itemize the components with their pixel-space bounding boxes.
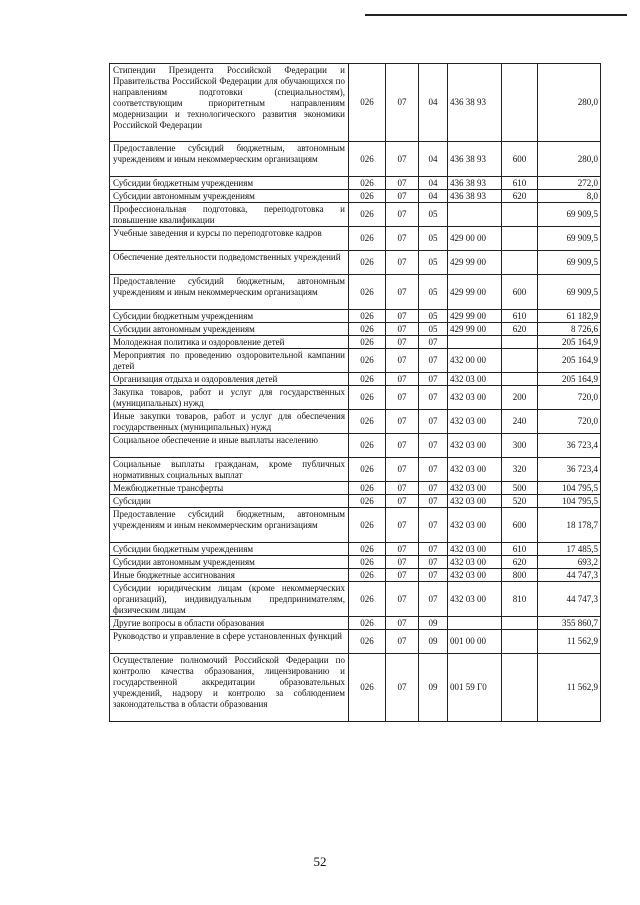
row-subsection-code: 04 bbox=[419, 190, 448, 203]
row-section-code: 07 bbox=[386, 434, 419, 458]
row-target-article-code: 432 03 00 bbox=[448, 569, 502, 582]
row-target-article-code: 432 03 00 bbox=[448, 482, 502, 495]
row-subsection-code: 07 bbox=[419, 495, 448, 508]
row-grbs-code: 026 bbox=[349, 434, 386, 458]
row-amount: 17 485,5 bbox=[538, 543, 601, 556]
row-name: Социальное обеспечение и иные выплаты населению bbox=[110, 434, 349, 458]
table-row bbox=[110, 482, 601, 495]
row-section-code: 07 bbox=[386, 410, 419, 434]
row-grbs-code: 026 bbox=[349, 458, 386, 482]
row-expense-type-code bbox=[502, 630, 538, 654]
row-name: Закупка товаров, работ и услуг для государственных (муниципальных) нужд bbox=[110, 386, 349, 410]
row-amount: 11 562,9 bbox=[538, 630, 601, 654]
row-target-article-code: 432 03 00 bbox=[448, 458, 502, 482]
row-expense-type-code: 620 bbox=[502, 190, 538, 203]
row-expense-type-code bbox=[502, 654, 538, 722]
row-grbs-code: 026 bbox=[349, 556, 386, 569]
row-subsection-code: 07 bbox=[419, 336, 448, 349]
row-grbs-code: 026 bbox=[349, 227, 386, 251]
row-expense-type-code: 810 bbox=[502, 582, 538, 617]
row-expense-type-code: 800 bbox=[502, 569, 538, 582]
row-section-code: 07 bbox=[386, 617, 419, 630]
row-amount: 18 178,7 bbox=[538, 508, 601, 543]
table-row bbox=[110, 227, 601, 251]
row-name: Субсидии bbox=[110, 495, 349, 508]
row-name: Предоставление субсидий бюджетным, автономным учреждениям и иным некоммерческим организациям bbox=[110, 275, 349, 310]
row-subsection-code: 05 bbox=[419, 227, 448, 251]
row-expense-type-code: 610 bbox=[502, 177, 538, 190]
row-name: Мероприятия по проведению оздоровительной кампании детей bbox=[110, 349, 349, 373]
row-grbs-code: 026 bbox=[349, 630, 386, 654]
row-amount: 36 723,4 bbox=[538, 434, 601, 458]
row-section-code: 07 bbox=[386, 630, 419, 654]
row-expense-type-code: 600 bbox=[502, 275, 538, 310]
row-amount: 69 909,5 bbox=[538, 275, 601, 310]
row-subsection-code: 05 bbox=[419, 323, 448, 336]
row-expense-type-code: 320 bbox=[502, 458, 538, 482]
row-section-code: 07 bbox=[386, 177, 419, 190]
row-target-article-code: 429 00 00 bbox=[448, 227, 502, 251]
row-amount: 205 164,9 bbox=[538, 336, 601, 349]
table-row bbox=[110, 386, 601, 410]
table-row bbox=[110, 630, 601, 654]
row-amount: 44 747,3 bbox=[538, 582, 601, 617]
row-expense-type-code bbox=[502, 227, 538, 251]
row-target-article-code: 432 03 00 bbox=[448, 556, 502, 569]
row-subsection-code: 07 bbox=[419, 582, 448, 617]
row-amount: 693,2 bbox=[538, 556, 601, 569]
row-target-article-code: 432 03 00 bbox=[448, 373, 502, 386]
table-body bbox=[110, 64, 601, 722]
row-name: Межбюджетные трансферты bbox=[110, 482, 349, 495]
row-amount: 8,0 bbox=[538, 190, 601, 203]
row-grbs-code: 026 bbox=[349, 190, 386, 203]
row-section-code: 07 bbox=[386, 275, 419, 310]
row-expense-type-code: 600 bbox=[502, 508, 538, 543]
row-amount: 280,0 bbox=[538, 64, 601, 142]
row-section-code: 07 bbox=[386, 556, 419, 569]
row-amount: 720,0 bbox=[538, 386, 601, 410]
row-name: Иные бюджетные ассигнования bbox=[110, 569, 349, 582]
table-row bbox=[110, 64, 601, 142]
row-subsection-code: 07 bbox=[419, 508, 448, 543]
row-grbs-code: 026 bbox=[349, 373, 386, 386]
row-name: Организация отдыха и оздоровления детей bbox=[110, 373, 349, 386]
row-section-code: 07 bbox=[386, 251, 419, 275]
table-row bbox=[110, 323, 601, 336]
row-amount: 61 182,9 bbox=[538, 310, 601, 323]
row-grbs-code: 026 bbox=[349, 323, 386, 336]
row-name: Стипендии Президента Российской Федерации и Правительства Российской Федерации для обучающихся по направлениям подготовки (специальностям), соответствующим приоритетным направлениям модернизации и технологического развития экономики Российской Федерации bbox=[110, 64, 349, 142]
row-section-code: 07 bbox=[386, 349, 419, 373]
row-expense-type-code bbox=[502, 373, 538, 386]
table-row bbox=[110, 410, 601, 434]
row-name: Профессиональная подготовка, переподготовка и повышение квалификации bbox=[110, 203, 349, 227]
row-subsection-code: 09 bbox=[419, 654, 448, 722]
row-name: Обеспечение деятельности подведомственных учреждений bbox=[110, 251, 349, 275]
table-row bbox=[110, 336, 601, 349]
row-expense-type-code: 610 bbox=[502, 543, 538, 556]
row-subsection-code: 09 bbox=[419, 630, 448, 654]
row-name: Субсидии бюджетным учреждениям bbox=[110, 177, 349, 190]
table-row bbox=[110, 190, 601, 203]
row-subsection-code: 04 bbox=[419, 177, 448, 190]
table-row bbox=[110, 310, 601, 323]
row-expense-type-code bbox=[502, 251, 538, 275]
row-section-code: 07 bbox=[386, 64, 419, 142]
table-row bbox=[110, 275, 601, 310]
table-row bbox=[110, 582, 601, 617]
row-target-article-code: 432 03 00 bbox=[448, 410, 502, 434]
row-amount: 104 795,5 bbox=[538, 495, 601, 508]
row-grbs-code: 026 bbox=[349, 617, 386, 630]
row-grbs-code: 026 bbox=[349, 410, 386, 434]
row-grbs-code: 026 bbox=[349, 386, 386, 410]
row-amount: 8 726,6 bbox=[538, 323, 601, 336]
row-expense-type-code bbox=[502, 349, 538, 373]
row-amount: 272,0 bbox=[538, 177, 601, 190]
table-row bbox=[110, 543, 601, 556]
row-name: Социальные выплаты гражданам, кроме публичных нормативных социальных выплат bbox=[110, 458, 349, 482]
row-section-code: 07 bbox=[386, 142, 419, 177]
row-amount: 36 723,4 bbox=[538, 458, 601, 482]
table-row bbox=[110, 349, 601, 373]
table-row bbox=[110, 495, 601, 508]
row-target-article-code: 436 38 93 bbox=[448, 142, 502, 177]
row-section-code: 07 bbox=[386, 495, 419, 508]
row-grbs-code: 026 bbox=[349, 177, 386, 190]
row-subsection-code: 07 bbox=[419, 543, 448, 556]
row-target-article-code bbox=[448, 617, 502, 630]
row-section-code: 07 bbox=[386, 227, 419, 251]
row-expense-type-code: 240 bbox=[502, 410, 538, 434]
row-section-code: 07 bbox=[386, 373, 419, 386]
table-row bbox=[110, 458, 601, 482]
row-grbs-code: 026 bbox=[349, 336, 386, 349]
row-target-article-code bbox=[448, 203, 502, 227]
row-grbs-code: 026 bbox=[349, 310, 386, 323]
row-subsection-code: 07 bbox=[419, 349, 448, 373]
table-row bbox=[110, 373, 601, 386]
row-expense-type-code: 200 bbox=[502, 386, 538, 410]
row-expense-type-code: 520 bbox=[502, 495, 538, 508]
row-name: Субсидии автономным учреждениям bbox=[110, 190, 349, 203]
row-section-code: 07 bbox=[386, 482, 419, 495]
row-grbs-code: 026 bbox=[349, 349, 386, 373]
row-expense-type-code: 600 bbox=[502, 142, 538, 177]
row-expense-type-code bbox=[502, 617, 538, 630]
row-expense-type-code: 300 bbox=[502, 434, 538, 458]
row-section-code: 07 bbox=[386, 543, 419, 556]
row-target-article-code: 429 99 00 bbox=[448, 310, 502, 323]
row-subsection-code: 04 bbox=[419, 64, 448, 142]
row-section-code: 07 bbox=[386, 458, 419, 482]
row-amount: 69 909,5 bbox=[538, 251, 601, 275]
row-section-code: 07 bbox=[386, 310, 419, 323]
row-target-article-code bbox=[448, 336, 502, 349]
row-name: Руководство и управление в сфере установленных функций bbox=[110, 630, 349, 654]
row-subsection-code: 07 bbox=[419, 556, 448, 569]
row-target-article-code: 429 99 00 bbox=[448, 323, 502, 336]
row-subsection-code: 05 bbox=[419, 275, 448, 310]
row-subsection-code: 07 bbox=[419, 434, 448, 458]
row-target-article-code: 432 03 00 bbox=[448, 495, 502, 508]
page-number: 52 bbox=[313, 854, 327, 869]
row-subsection-code: 05 bbox=[419, 251, 448, 275]
table-row bbox=[110, 203, 601, 227]
table-row bbox=[110, 251, 601, 275]
row-grbs-code: 026 bbox=[349, 654, 386, 722]
row-subsection-code: 07 bbox=[419, 386, 448, 410]
row-subsection-code: 05 bbox=[419, 310, 448, 323]
row-grbs-code: 026 bbox=[349, 543, 386, 556]
row-name: Учебные заведения и курсы по переподготовке кадров bbox=[110, 227, 349, 251]
row-expense-type-code: 620 bbox=[502, 556, 538, 569]
row-grbs-code: 026 bbox=[349, 251, 386, 275]
row-target-article-code: 436 38 93 bbox=[448, 177, 502, 190]
row-amount: 69 909,5 bbox=[538, 227, 601, 251]
row-subsection-code: 07 bbox=[419, 569, 448, 582]
row-section-code: 07 bbox=[386, 323, 419, 336]
row-subsection-code: 04 bbox=[419, 142, 448, 177]
row-name: Предоставление субсидий бюджетным, автономным учреждениям и иным некоммерческим организациям bbox=[110, 142, 349, 177]
table-row bbox=[110, 556, 601, 569]
row-section-code: 07 bbox=[386, 654, 419, 722]
row-target-article-code: 001 59 Г0 bbox=[448, 654, 502, 722]
budget-table bbox=[109, 63, 601, 722]
row-grbs-code: 026 bbox=[349, 275, 386, 310]
row-amount: 104 795,5 bbox=[538, 482, 601, 495]
row-expense-type-code: 620 bbox=[502, 323, 538, 336]
row-expense-type-code: 500 bbox=[502, 482, 538, 495]
table-row bbox=[110, 654, 601, 722]
row-name: Субсидии бюджетным учреждениям bbox=[110, 543, 349, 556]
row-section-code: 07 bbox=[386, 582, 419, 617]
row-expense-type-code: 610 bbox=[502, 310, 538, 323]
row-expense-type-code bbox=[502, 64, 538, 142]
row-amount: 205 164,9 bbox=[538, 349, 601, 373]
top-rule bbox=[365, 14, 627, 16]
table-row bbox=[110, 434, 601, 458]
row-target-article-code: 432 00 00 bbox=[448, 349, 502, 373]
row-subsection-code: 07 bbox=[419, 373, 448, 386]
row-grbs-code: 026 bbox=[349, 142, 386, 177]
row-grbs-code: 026 bbox=[349, 203, 386, 227]
row-subsection-code: 05 bbox=[419, 203, 448, 227]
row-subsection-code: 07 bbox=[419, 482, 448, 495]
row-name: Субсидии автономным учреждениям bbox=[110, 323, 349, 336]
row-grbs-code: 026 bbox=[349, 495, 386, 508]
row-subsection-code: 09 bbox=[419, 617, 448, 630]
row-name: Другие вопросы в области образования bbox=[110, 617, 349, 630]
row-amount: 69 909,5 bbox=[538, 203, 601, 227]
row-name: Субсидии бюджетным учреждениям bbox=[110, 310, 349, 323]
row-amount: 205 164,9 bbox=[538, 373, 601, 386]
row-target-article-code: 429 99 00 bbox=[448, 251, 502, 275]
row-section-code: 07 bbox=[386, 203, 419, 227]
row-name: Субсидии автономным учреждениям bbox=[110, 556, 349, 569]
row-name: Предоставление субсидий бюджетным, автономным учреждениям и иным некоммерческим организациям bbox=[110, 508, 349, 543]
table-row bbox=[110, 569, 601, 582]
table-row bbox=[110, 142, 601, 177]
row-grbs-code: 026 bbox=[349, 482, 386, 495]
row-grbs-code: 026 bbox=[349, 582, 386, 617]
row-section-code: 07 bbox=[386, 336, 419, 349]
row-amount: 280,0 bbox=[538, 142, 601, 177]
row-target-article-code: 432 03 00 bbox=[448, 434, 502, 458]
row-subsection-code: 07 bbox=[419, 410, 448, 434]
row-grbs-code: 026 bbox=[349, 64, 386, 142]
row-grbs-code: 026 bbox=[349, 508, 386, 543]
row-name: Иные закупки товаров, работ и услуг для обеспечения государственных (муниципальных) нужд bbox=[110, 410, 349, 434]
row-target-article-code: 432 03 00 bbox=[448, 543, 502, 556]
row-expense-type-code bbox=[502, 203, 538, 227]
row-section-code: 07 bbox=[386, 190, 419, 203]
row-target-article-code: 432 03 00 bbox=[448, 582, 502, 617]
row-target-article-code: 432 03 00 bbox=[448, 508, 502, 543]
row-expense-type-code bbox=[502, 336, 538, 349]
row-amount: 355 860,7 bbox=[538, 617, 601, 630]
row-target-article-code: 432 03 00 bbox=[448, 386, 502, 410]
row-section-code: 07 bbox=[386, 386, 419, 410]
row-target-article-code: 436 38 93 bbox=[448, 64, 502, 142]
row-section-code: 07 bbox=[386, 508, 419, 543]
row-target-article-code: 436 38 93 bbox=[448, 190, 502, 203]
row-name: Молодежная политика и оздоровление детей bbox=[110, 336, 349, 349]
row-amount: 720,0 bbox=[538, 410, 601, 434]
row-target-article-code: 001 00 00 bbox=[448, 630, 502, 654]
table-row bbox=[110, 508, 601, 543]
row-section-code: 07 bbox=[386, 569, 419, 582]
table-row bbox=[110, 177, 601, 190]
table-row bbox=[110, 617, 601, 630]
row-name: Субсидии юридическим лицам (кроме некоммерческих организаций), индивидуальным предпринимателям, физическим лицам bbox=[110, 582, 349, 617]
row-target-article-code: 429 99 00 bbox=[448, 275, 502, 310]
row-amount: 44 747,3 bbox=[538, 569, 601, 582]
row-grbs-code: 026 bbox=[349, 569, 386, 582]
row-name: Осуществление полномочий Российской Федерации по контролю качества образования, лицензированию и государственной аккредитации образовательных учреждений, надзору и контролю за соблюдением законодательства в области образования bbox=[110, 654, 349, 722]
row-subsection-code: 07 bbox=[419, 458, 448, 482]
row-amount: 11 562,9 bbox=[538, 654, 601, 722]
